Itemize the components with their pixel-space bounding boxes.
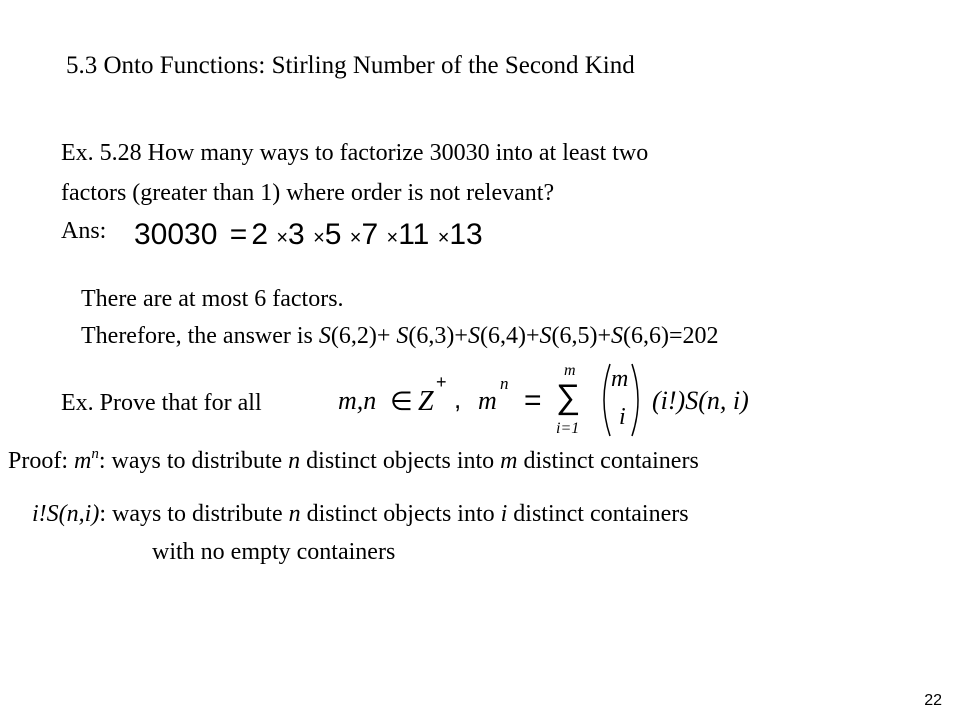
proof-line1: Proof: $m^n$: ways to distribute n distinct objects into m distinct containers (8, 446, 699, 474)
factor-2: 3 (288, 218, 305, 251)
reasoning-line1: There are at most 6 factors. (81, 286, 344, 312)
sigma-symbol: ∑ (556, 378, 581, 416)
sum-upper-limit: m (564, 362, 576, 379)
right-paren (632, 364, 638, 436)
binomial-bottom: i (619, 404, 626, 430)
formula-equals: = (524, 384, 542, 417)
reasoning-line2: Therefore, the answer is S(6,2)+ S(6,3)+S(6,4)+S(6,5)+S(6,6)=202 (81, 323, 719, 349)
formula-tail: (i!)S(n, i) (652, 386, 749, 415)
times-sign: × (276, 227, 289, 249)
factor-3: 5 (324, 218, 342, 251)
times-sign: × (386, 227, 399, 249)
left-paren (604, 364, 610, 436)
formula-vars: m,n (338, 386, 377, 415)
stirling-term: S(6,3)+ (396, 323, 468, 349)
stirling-term: S(6,2)+ (318, 323, 397, 349)
slide-title: 5.3 Onto Functions: Stirling Number of the Second Kind (66, 52, 635, 79)
identity-formula (338, 360, 778, 440)
integer-set: Z (418, 386, 434, 417)
proof-line2: i!S(n,i): ways to distribute n distinct objects into i distinct containers (32, 501, 689, 527)
stirling-term: S(6,4)+ (467, 323, 540, 349)
answer-label: Ans: (61, 218, 107, 244)
factorization-equation (134, 217, 483, 256)
stirling-term: S(6,6)=202 (611, 323, 719, 349)
factor-1: 2 (251, 218, 268, 251)
example-528-line2: factors (greater than 1) where order is not relevant? (61, 180, 555, 206)
stirling-term: S(6,5)+ (539, 323, 612, 349)
times-sign: × (437, 227, 450, 249)
sum-lower-limit: i=1 (556, 420, 580, 437)
element-of-symbol: ∈ (390, 386, 413, 416)
prove-label: Ex. Prove that for all (61, 390, 262, 416)
factor-5: 11 (398, 218, 430, 251)
power-exponent: n (500, 374, 509, 393)
times-sign: × (349, 227, 362, 249)
factor-6: 13 (449, 218, 483, 251)
equation-lhs: 30030 (134, 218, 218, 251)
proof-line3: with no empty containers (152, 539, 396, 565)
power-base: m (478, 386, 497, 415)
page-number: 22 (924, 692, 942, 709)
binomial-top: m (611, 366, 629, 392)
formula-comma: , (454, 384, 462, 414)
equals-sign: = (229, 218, 248, 251)
set-superscript: + (436, 372, 447, 392)
times-sign: × (313, 227, 325, 249)
example-528-line1: Ex. 5.28 How many ways to factorize 30030 into at least two (61, 140, 649, 166)
factor-4: 7 (361, 218, 379, 251)
